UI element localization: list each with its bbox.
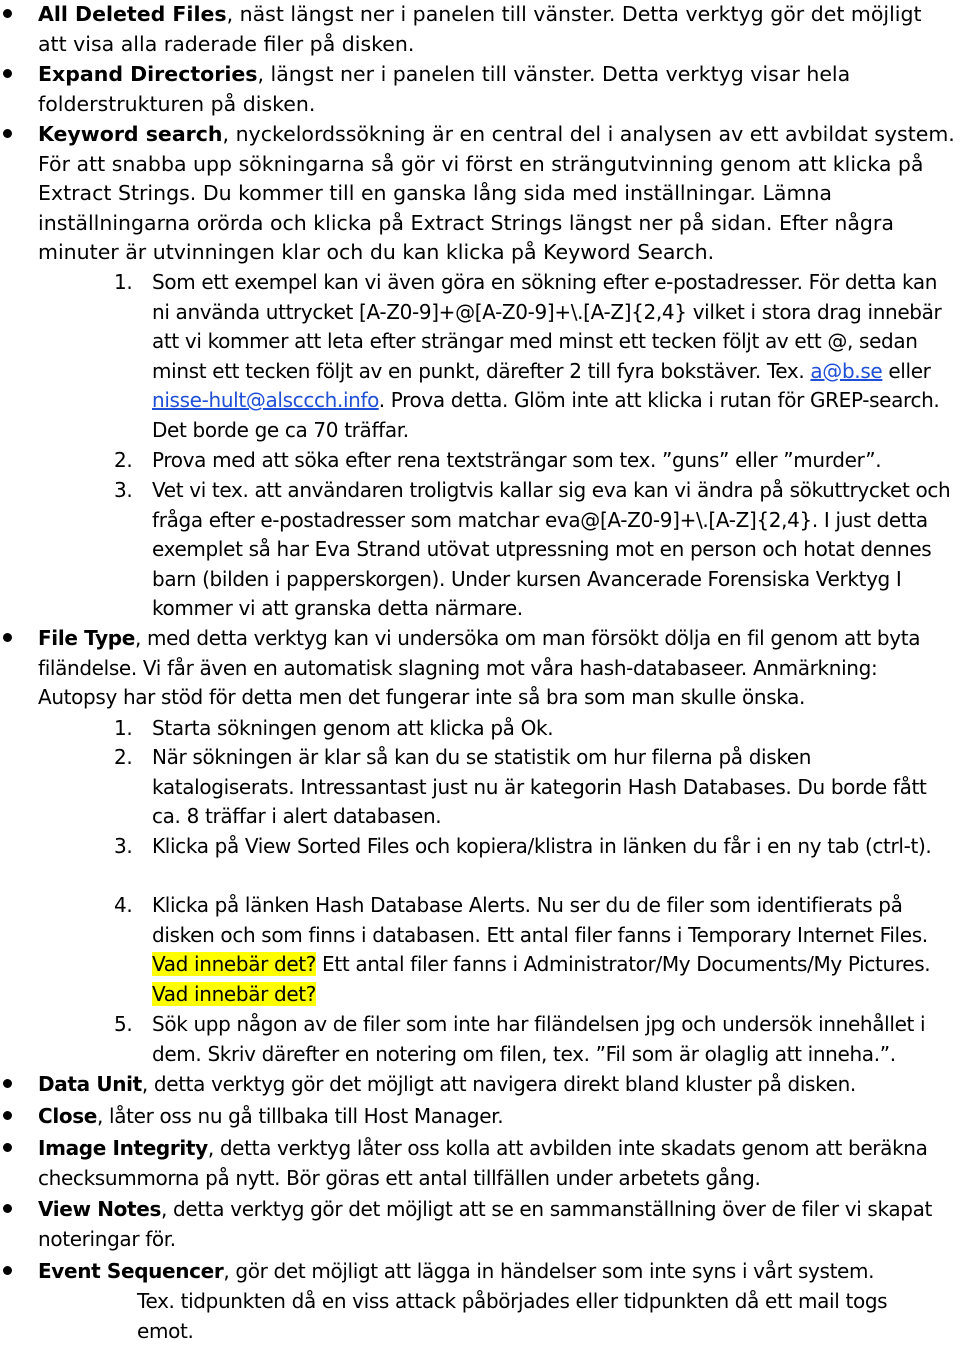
step-text: När sökningen är klar så kan du se statistik om hur filerna på disken katalogiserats. Intressantast just nu är kategorin Hash Databases. Du borde fått ca. 8 träffar i alert databasen.: [152, 745, 927, 829]
bullet-text: [38, 1102, 956, 1132]
bullet-dot: [3, 1143, 12, 1152]
step-text: Vet vi tex. att användaren troligtvis kallar sig eva kan vi ändra på sökuttrycket och fråga efter e-postadresser som matchar eva@[A-Z0-9]+\.[A-Z]{2,4}. I just detta exemplet så har Eva Strand utövat utpressning mot en person och hotat dennes barn (bilden i papperskorgen). Under kursen Avancerade Forensiska Verktyg I kommer vi att granska detta närmare.: [152, 478, 951, 621]
highlighted-question: Vad innebär det?: [152, 981, 317, 1006]
description-continued: För att snabba upp sökningarna så gör vi först en strängutvinning genom att klicka på Extract Strings. Du kommer till en ganska lång sida med inställningar. Lämna inställningarna orörda och klicka på Extract Strings längst ner på sidan. Efter några minuter är utvinningen klar och du kan klicka på Keyword Search.: [38, 151, 924, 265]
step-text: Klicka på View Sorted Files och kopiera/klistra in länken du får i en ny tab (ctrl-t).: [152, 834, 932, 858]
description: , låter oss nu gå tillbaka till Host Manager.: [97, 1104, 504, 1128]
step-text-middle: eller: [882, 358, 931, 383]
bullet-text: [38, 0, 956, 59]
bullet-dot: [3, 9, 12, 18]
description: , detta verktyg gör det möjligt att navigera direkt bland kluster på disken.: [141, 1072, 856, 1096]
bullet-text: [38, 624, 956, 713]
step-number: 5.: [114, 1012, 133, 1036]
bullet-text: [38, 120, 956, 268]
step-text: Prova med att söka efter rena textsträngar som tex. ”guns” eller ”murder”.: [152, 448, 882, 472]
continuation-text: Tex. tidpunkten då en viss attack påbörjades eller tidpunkten då ett mail togs emot.: [137, 1289, 888, 1343]
description: , gör det möjligt att lägga in händelser som inte syns i vårt system.: [223, 1259, 875, 1283]
step-number: 3.: [114, 834, 133, 858]
description: , nyckelordssökning är en central del i analysen av ett avbildat system.: [222, 122, 955, 146]
bullet-dot: [3, 1266, 12, 1275]
term: File Type: [38, 626, 135, 650]
bullet-text: [38, 1070, 956, 1100]
term: Event Sequencer: [38, 1259, 224, 1283]
term: Image Integrity: [38, 1136, 208, 1160]
step-text-start: Klicka på länken Hash Database Alerts. Nu ser du de filer som identifierats på disken och som finns i databasen. Ett antal filer fanns i Temporary Internet Files.: [152, 893, 928, 947]
bullet-dot: [3, 129, 12, 138]
description: , näst längst ner i panelen till vänster. Detta verktyg gör det möjligt att visa alla raderade filer på disken.: [38, 2, 922, 56]
step-text: Starta sökningen genom att klicka på Ok.: [152, 716, 554, 740]
term: Close: [38, 1104, 97, 1128]
step-text-start: Som ett exempel kan vi även göra en sökning efter e-postadresser. För detta kan ni använda uttrycket [A-Z0-9]+@[A-Z0-9]+\.[A-Z]{2,4} vilket i stora drag innebär att vi kommer att leta efter strängar med minst ett tecken följt av ett @, sedan minst ett tecken följt av en punkt, därefter 2 till fyra bokstäver. Tex.: [152, 270, 942, 383]
step-number: 2.: [114, 745, 133, 769]
bullet-text: [38, 1257, 956, 1287]
description: , detta verktyg gör det möjligt att se en sammanställning över de filer vi skapat noteringar för.: [38, 1197, 933, 1251]
step-text: [152, 268, 956, 446]
description: , detta verktyg låter oss kolla att avbilden inte skadats genom att beräkna checksummorna på nytt. Bör göras ett antal tillfällen under arbetets gång.: [38, 1136, 928, 1190]
step-number: 1.: [114, 270, 133, 294]
term: Data Unit: [38, 1072, 142, 1096]
bullet-text: [38, 60, 956, 119]
term: Keyword search: [38, 122, 223, 146]
step-text: [152, 891, 956, 1009]
step-text: Sök upp någon av de filer som inte har filändelsen jpg och undersök innehållet i dem. Skriv därefter en notering om filen, tex. ”Fil som är olaglig att inneha.”.: [152, 1012, 926, 1066]
term: Expand Directories: [38, 62, 258, 86]
bullet-dot: [3, 1111, 12, 1120]
bullet-dot: [3, 633, 12, 642]
step-number: 2.: [114, 448, 133, 472]
bullet-dot: [3, 69, 12, 78]
bullet-text: [38, 1195, 956, 1254]
term: View Notes: [38, 1197, 161, 1221]
email-link-example-2[interactable]: nisse-hult@alsccch.info: [152, 388, 379, 413]
description: , längst ner i panelen till vänster. Detta verktyg visar hela folderstrukturen på disken.: [38, 62, 851, 116]
bullet-dot: [3, 1204, 12, 1213]
email-link-example-1[interactable]: a@b.se: [810, 358, 883, 383]
step-number: 1.: [114, 716, 133, 740]
step-number: 4.: [114, 893, 133, 917]
step-text-end: . Prova detta. Glöm inte att klicka i rutan för GREP-search. Det borde ge ca 70 träffar.: [152, 388, 940, 442]
term: All Deleted Files: [38, 2, 227, 26]
description: , med detta verktyg kan vi undersöka om man försökt dölja en fil genom att byta filändelse. Vi får även en automatisk slagning mot våra hash-databaseer. Anmärkning: Autopsy har stöd för detta men det fungerar inte så bra som man skulle önska.: [38, 626, 921, 710]
step-text-middle: Ett antal filer fanns i Administrator/My Documents/My Pictures.: [316, 952, 931, 977]
step-number: 3.: [114, 478, 133, 502]
bullet-dot: [3, 1079, 12, 1088]
highlighted-question: Vad innebär det?: [152, 952, 317, 977]
bullet-text: [38, 1134, 956, 1193]
